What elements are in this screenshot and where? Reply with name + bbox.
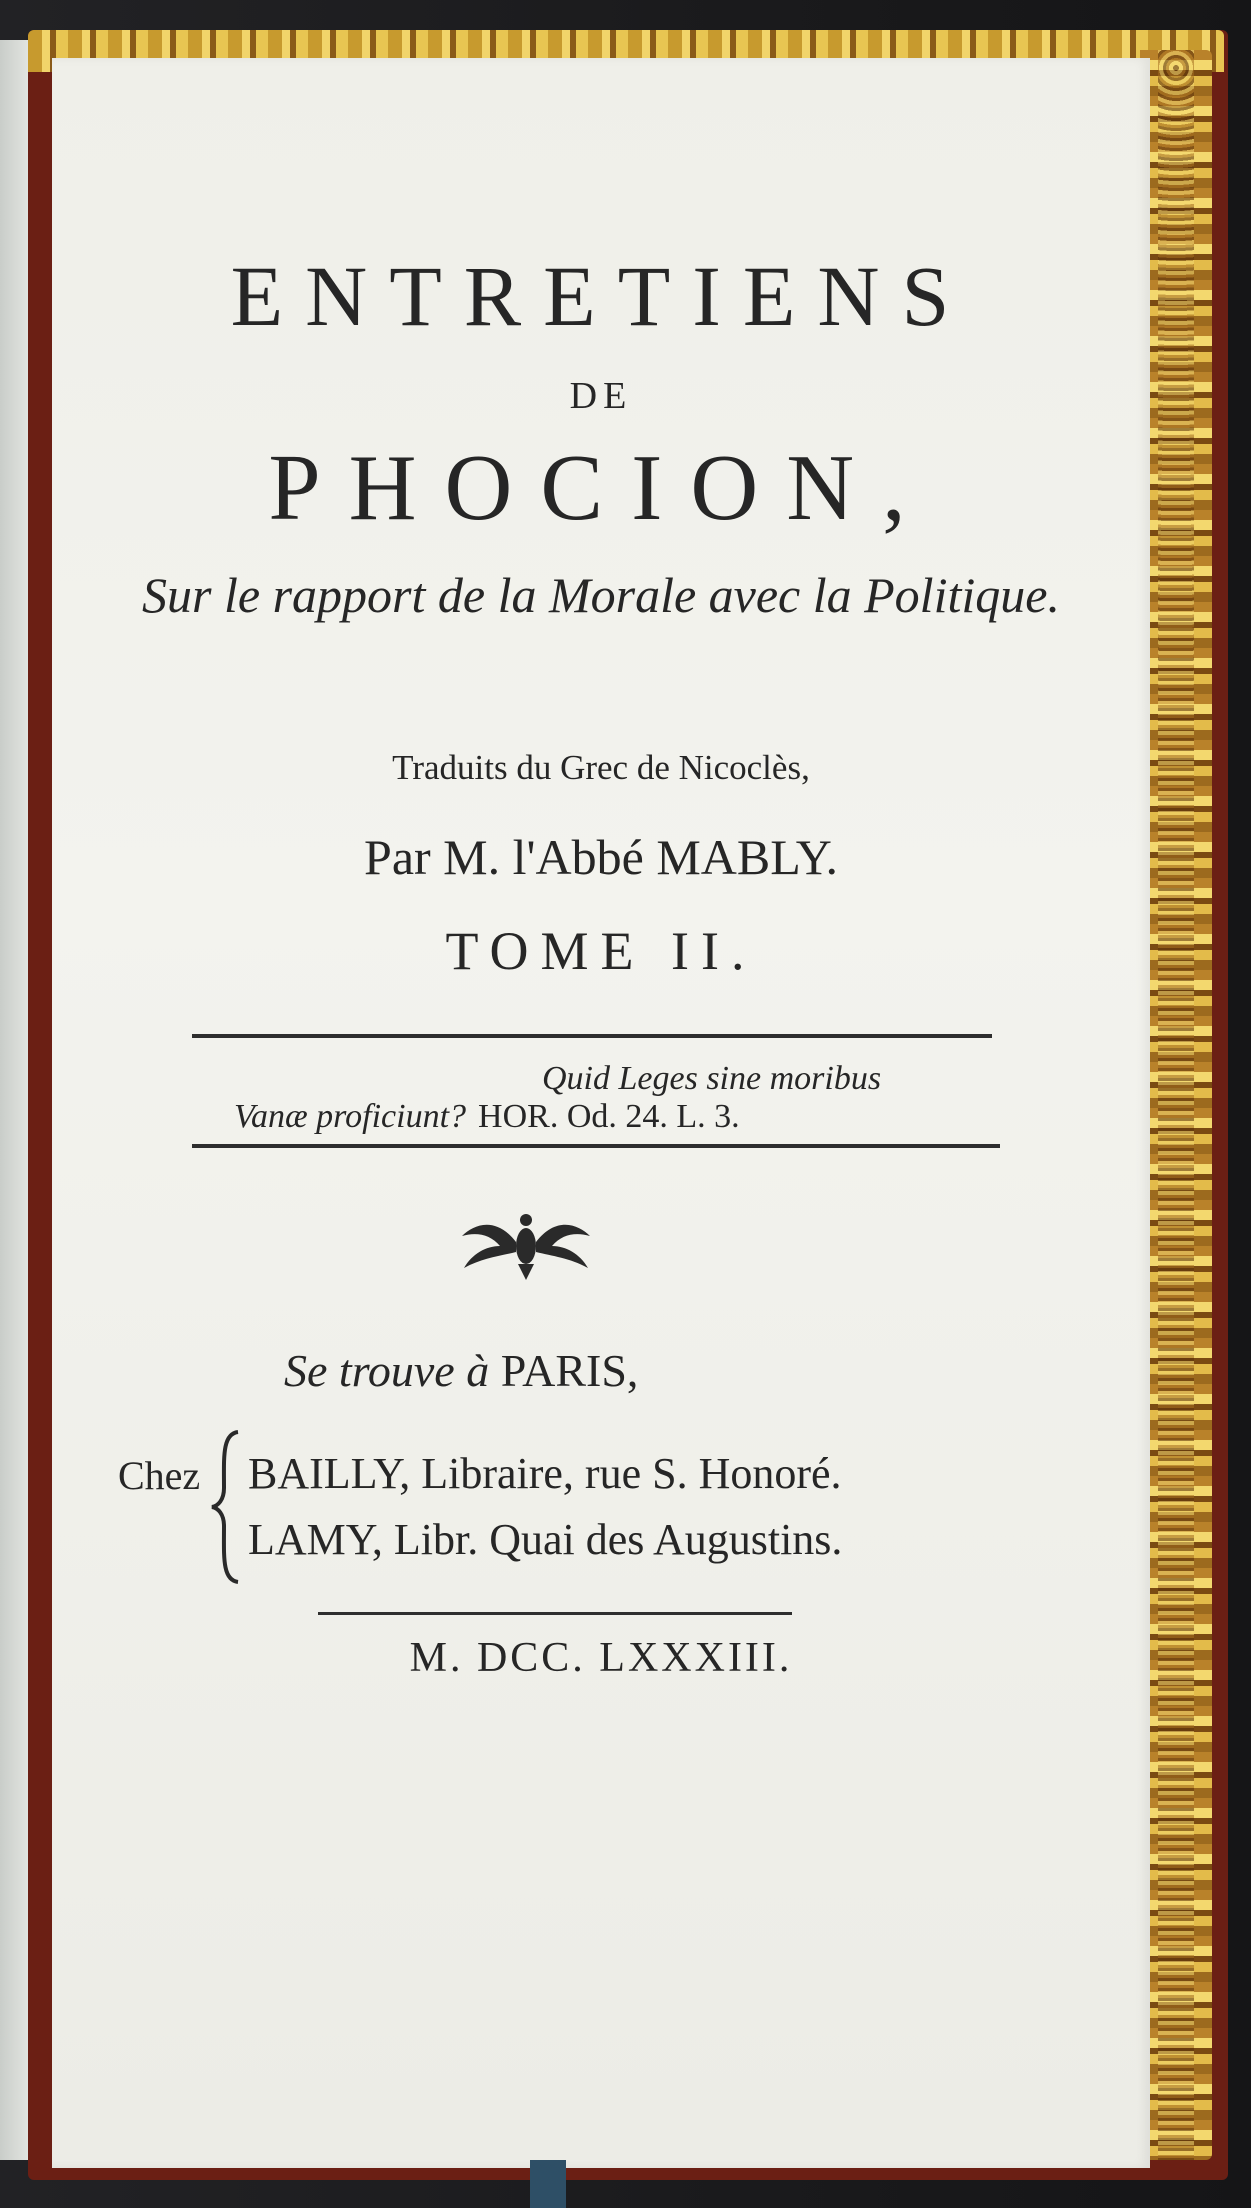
- title-line-2: PHOCION,: [268, 436, 934, 540]
- epigraph-reference: HOR. Od. 24. L. 3.: [478, 1098, 740, 1135]
- author-line: Par M. l'Abbé MABLY.: [364, 829, 838, 885]
- gilt-border-right: [1140, 50, 1212, 2160]
- curly-brace-icon: [208, 1428, 244, 1586]
- epigraph-line-1: Quid Leges sine moribus: [542, 1060, 882, 1097]
- subtitle: Sur le rapport de la Morale avec la Politique.: [142, 567, 1060, 623]
- bookmark-ribbon: [530, 2160, 566, 2208]
- epigraph-latin: Vanæ proficiunt?: [234, 1098, 467, 1135]
- rule-top: [192, 1034, 992, 1038]
- imprint-chez: Chez: [118, 1453, 201, 1498]
- publisher-bailly: BAILLY, Libraire, rue S. Honoré.: [248, 1449, 842, 1498]
- epigraph-line-2: [234, 1098, 740, 1136]
- imprint-location: [284, 1344, 638, 1397]
- title-page: [52, 58, 1150, 2168]
- volume-label: TOME II.: [445, 921, 757, 981]
- title-line-1: ENTRETIENS: [230, 248, 972, 344]
- imprint-location-text: Se trouve à: [284, 1345, 490, 1396]
- publisher-lamy: LAMY, Libr. Quai des Augustins.: [248, 1515, 843, 1564]
- imprint-city: PARIS,: [500, 1345, 639, 1396]
- rule-bottom: [192, 1144, 1000, 1148]
- translation-note: Traduits du Grec de Nicoclès,: [392, 748, 810, 787]
- title-connector: DE: [569, 375, 633, 417]
- publication-date: M. DCC. LXXXIII.: [409, 1635, 793, 1681]
- fleuron-ornament-icon: [456, 1206, 596, 1280]
- rule-date: [318, 1612, 792, 1615]
